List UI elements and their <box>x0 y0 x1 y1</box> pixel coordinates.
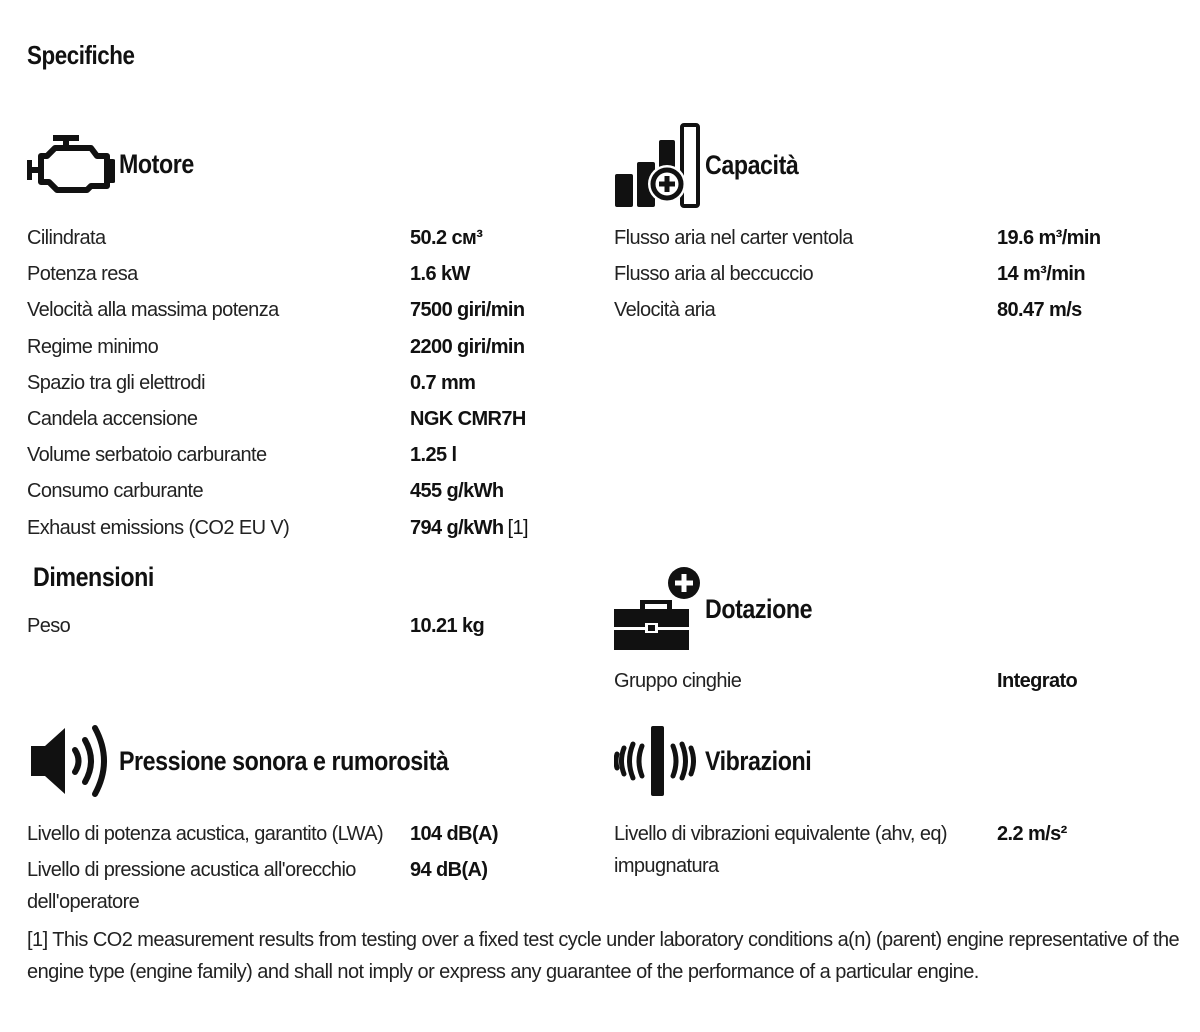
spec-row <box>27 367 528 403</box>
dotazione-spec-list <box>614 665 1077 701</box>
capacita-spec-list <box>614 222 1100 331</box>
section-title-motore: Motore <box>119 148 194 179</box>
spec-value: Integrato <box>997 670 1078 692</box>
spec-value: 2200 giri/min <box>410 335 525 358</box>
spec-label: Consumo carburante <box>27 480 203 503</box>
capacity-chart-icon <box>614 121 702 209</box>
spec-row <box>27 512 528 548</box>
section-title-dimensioni: Dimensioni <box>33 562 154 592</box>
spec-row <box>27 818 498 854</box>
spec-row <box>27 475 528 511</box>
spec-value: 80.47 m/s <box>997 299 1082 322</box>
spec-label: Flusso aria al beccuccio <box>614 263 814 286</box>
motore-spec-list <box>27 222 528 548</box>
toolbox-plus-icon <box>614 566 702 652</box>
section-header-capacita <box>614 121 814 209</box>
section-title-capacita: Capacità <box>705 149 799 180</box>
vibrazioni-spec-list <box>614 818 1067 882</box>
spec-label: Peso <box>27 615 71 637</box>
section-header-vibrazioni <box>614 724 829 798</box>
spec-value: 50.2 см³ <box>410 227 483 249</box>
spec-value: 1.6 kW <box>410 263 470 286</box>
spec-label: Cilindrata <box>27 227 106 249</box>
spec-row <box>27 403 528 439</box>
spec-row <box>27 610 484 646</box>
vibration-icon <box>614 724 702 798</box>
spec-row <box>614 222 1100 258</box>
footnote-reference: [1] <box>507 516 528 539</box>
spec-row <box>27 294 528 330</box>
spec-value: 19.6 m³/min <box>997 227 1101 249</box>
section-title-vibrazioni: Vibrazioni <box>705 745 812 776</box>
spec-label: Livello di potenza acustica, garantito (LWA) <box>27 823 384 845</box>
spec-value: 14 m³/min <box>997 263 1085 286</box>
spec-label: Livello di vibrazioni equivalente (ahv, eq) impugnatura <box>614 823 947 877</box>
spec-value: NGK CMR7H <box>410 407 526 430</box>
spec-label: Volume serbatoio carburante <box>27 444 267 467</box>
spec-label: Potenza resa <box>27 263 138 286</box>
spec-value: 7500 giri/min <box>410 299 525 322</box>
page-title: Specifiche <box>27 40 135 70</box>
engine-icon <box>27 134 115 194</box>
spec-label: Velocità alla massima potenza <box>27 299 279 322</box>
section-header-dimensioni <box>33 562 174 593</box>
spec-label: Gruppo cinghie <box>614 670 742 692</box>
spec-value-text: 794 g/kWh <box>410 516 504 539</box>
spec-value: 10.21 kg <box>410 615 485 637</box>
spec-label: Velocità aria <box>614 299 716 322</box>
spec-value: 0.7 mm <box>410 371 476 394</box>
spec-value: 104 dB(A) <box>410 823 498 845</box>
spec-row <box>27 331 528 367</box>
spec-value <box>410 512 528 544</box>
spec-row <box>614 294 1100 330</box>
spec-label: Exhaust emissions (CO2 EU V) <box>27 516 290 539</box>
spec-row <box>27 439 528 475</box>
spec-label: Flusso aria nel carter ventola <box>614 227 853 249</box>
section-header-dotazione <box>614 566 830 652</box>
spec-row <box>614 818 1067 882</box>
spec-row <box>614 258 1100 294</box>
spec-value: 1.25 l <box>410 444 457 467</box>
section-title-pressione: Pressione sonora e rumorosità <box>119 745 449 776</box>
spec-value: 2.2 m/s² <box>997 823 1067 845</box>
spec-label: Livello di pressione acustica all'orecchio dell'operatore <box>27 859 356 914</box>
spec-row <box>27 222 528 258</box>
section-title-dotazione: Dotazione <box>705 593 813 624</box>
spec-row <box>27 854 498 918</box>
footnote: [1] This CO2 measurement results from testing over a fixed test cycle under laboratory conditions a(n) (parent) engine representative of the engine type (engine family) and shall not imply or express any guarantee of the performance of a particular engine. <box>27 929 1180 983</box>
spec-value: 455 g/kWh <box>410 480 504 503</box>
section-header-pressione <box>29 722 502 800</box>
spec-label: Candela accensione <box>27 407 198 430</box>
section-header-motore <box>27 134 206 194</box>
spec-row <box>27 258 528 294</box>
pressione-spec-list <box>27 818 498 918</box>
spec-row <box>614 665 1077 701</box>
dimensioni-spec-list <box>27 610 484 646</box>
speaker-icon <box>29 722 115 800</box>
spec-value: 94 dB(A) <box>410 859 488 882</box>
spec-label: Regime minimo <box>27 335 159 358</box>
spec-label: Spazio tra gli elettrodi <box>27 371 205 394</box>
